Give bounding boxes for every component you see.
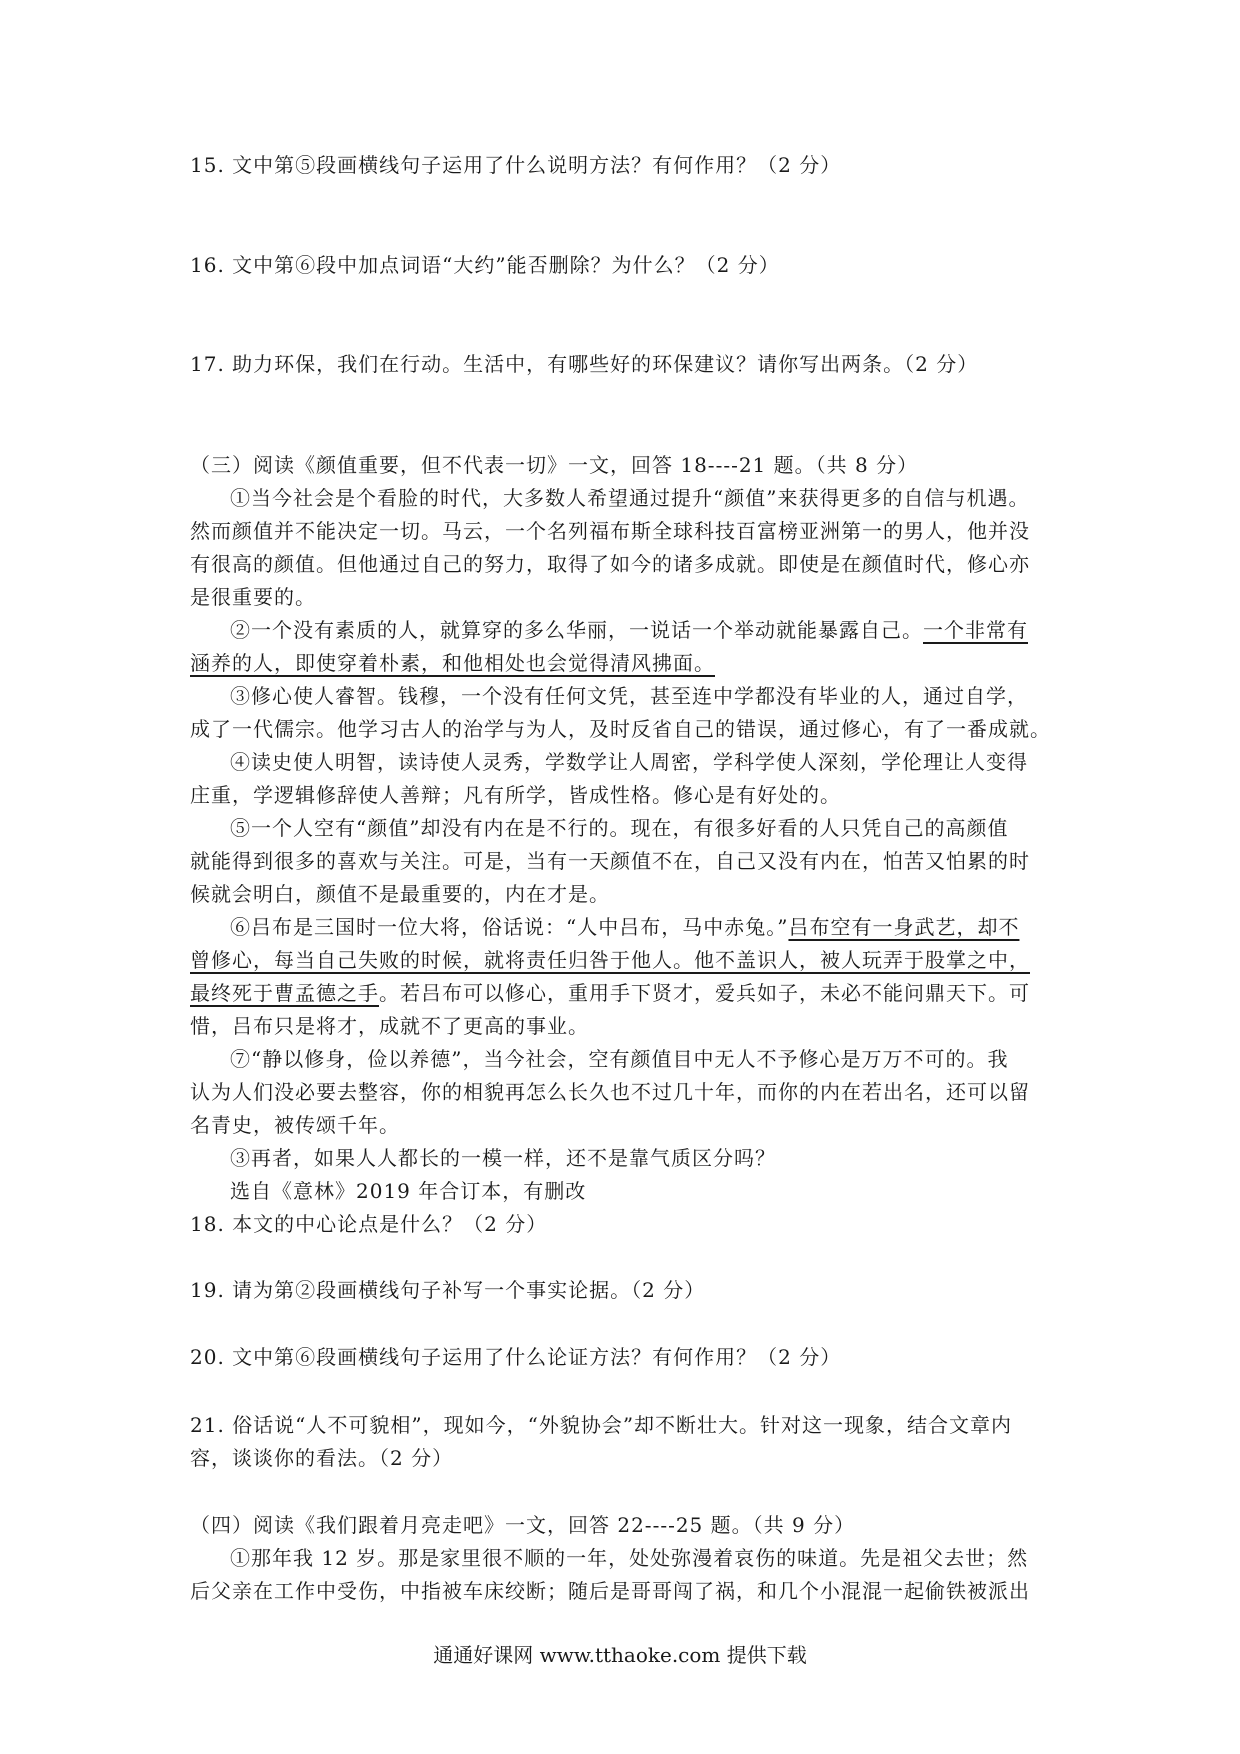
- s3-p1-line1: ①当今社会是个看脸的时代，大多数人希望通过提升“颜值”来获得更多的自信与机遇。: [230, 486, 1030, 510]
- s3-p6-line3: [190, 978, 1030, 1008]
- s3-p2-line2: [190, 648, 715, 678]
- question-21-line2: 容，谈谈你的看法。（2 分）: [190, 1446, 454, 1470]
- s3-p1-line2: 然而颜值并不能决定一切。马云，一个名列福布斯全球科技百富榜亚洲第一的男人，他并没: [190, 519, 1030, 543]
- s3-p1-line4: 是很重要的。: [190, 585, 316, 609]
- s3-p5-line2: 就能得到很多的喜欢与关注。可是，当有一天颜值不在，自己又没有内在，怕苦又怕累的时: [190, 849, 1030, 873]
- page-footer: 通通好课网 www.tthaoke.com 提供下载: [433, 1643, 807, 1667]
- s3-p4-line1: ④读史使人明智，读诗使人灵秀，学数学让人周密，学科学使人深刻，学伦理让人变得: [230, 750, 1028, 774]
- s3-p6-line4: 惜，吕布只是将才，成就不了更高的事业。: [190, 1014, 589, 1038]
- section-3-heading: （三）阅读《颜值重要，但不代表一切》一文，回答 18----21 题。（共 8 分）: [190, 453, 919, 477]
- s3-p3-line1: ③修心使人睿智。钱穆，一个没有任何文凭，甚至连中学都没有毕业的人，通过自学，: [230, 684, 1028, 708]
- s3-p8: ③再者，如果人人都长的一模一样，还不是靠气质区分吗？: [230, 1146, 776, 1170]
- s3-p3-line2: 成了一代儒宗。他学习古人的治学与为人，及时反省自己的错误，通过修心，有了一番成就。: [190, 717, 1051, 741]
- s3-p6-text-after: 。若吕布可以修心，重用手下贤才，爱兵如子，未必不能问鼎天下。可: [379, 981, 1030, 1005]
- s3-source: 选自《意林》2019 年合订本，有删改: [230, 1179, 587, 1203]
- s3-p6-line2: [190, 945, 1030, 975]
- s3-p6-underlined-middle: 曾修心，每当自己失败的时候，就将责任归咎于他人。他不盖识人，被人玩弄于股掌之中，: [190, 948, 1030, 972]
- s3-p2-underlined-start: 一个非常有: [923, 618, 1028, 642]
- s3-p7-line3: 名青史，被传颂千年。: [190, 1113, 400, 1137]
- s3-p6-line1: [230, 912, 1019, 942]
- s3-p6-text: ⑥吕布是三国时一位大将，俗话说：“人中吕布，马中赤兔。”: [230, 915, 789, 939]
- s3-p5-line3: 候就会明白，颜值不是最重要的，内在才是。: [190, 882, 610, 906]
- s3-p2-underlined-end: 涵养的人，即使穿着朴素，和他相处也会觉得清风拂面。: [190, 651, 715, 675]
- question-16: 16. 文中第⑥段中加点词语“大约”能否删除？为什么？（2 分）: [190, 253, 780, 277]
- s3-p5-line1: ⑤一个人空有“颜值”却没有内在是不行的。现在，有很多好看的人只凭自己的高颜值: [230, 816, 1009, 840]
- s3-p1-line3: 有很高的颜值。但他通过自己的努力，取得了如今的诸多成就。即使是在颜值时代，修心亦: [190, 552, 1030, 576]
- question-20: 20. 文中第⑥段画横线句子运用了什么论证方法？有何作用？（2 分）: [190, 1345, 842, 1369]
- question-21-line1: 21. 俗话说“人不可貌相”，现如今，“外貌协会”却不断壮大。针对这一现象，结合文章内: [190, 1413, 1013, 1437]
- question-17: 17. 助力环保，我们在行动。生活中，有哪些好的环保建议？请你写出两条。（2 分）: [190, 352, 979, 376]
- s3-p6-underlined-end: 最终死于曹孟德之手: [190, 981, 379, 1005]
- s3-p2-text: ②一个没有素质的人，就算穿的多么华丽，一说话一个举动就能暴露自己。: [230, 618, 923, 642]
- s4-p1-line2: 后父亲在工作中受伤，中指被车床绞断；随后是哥哥闯了祸，和几个小混混一起偷铁被派出: [190, 1579, 1030, 1603]
- s3-p2-line1: [230, 615, 1028, 645]
- question-18: 18. 本文的中心论点是什么？（2 分）: [190, 1212, 548, 1236]
- s3-p7-line2: 认为人们没必要去整容，你的相貌再怎么长久也不过几十年，而你的内在若出名，还可以留: [190, 1080, 1030, 1104]
- s3-p7-line1: ⑦“静以修身，俭以养德”，当今社会，空有颜值目中无人不予修心是万万不可的。我: [230, 1047, 1009, 1071]
- s3-p6-underlined-start: 吕布空有一身武艺，却不: [788, 915, 1020, 939]
- s3-p4-line2: 庄重，学逻辑修辞使人善辩；凡有所学，皆成性格。修心是有好处的。: [190, 783, 841, 807]
- s4-p1-line1: ①那年我 12 岁。那是家里很不顺的一年，处处弥漫着哀伤的味道。先是祖父去世；然: [230, 1546, 1029, 1570]
- question-19: 19. 请为第②段画横线句子补写一个事实论据。（2 分）: [190, 1278, 706, 1302]
- question-15: 15. 文中第⑤段画横线句子运用了什么说明方法？有何作用？（2 分）: [190, 153, 842, 177]
- section-4-heading: （四）阅读《我们跟着月亮走吧》一文，回答 22----25 题。（共 9 分）: [190, 1513, 856, 1537]
